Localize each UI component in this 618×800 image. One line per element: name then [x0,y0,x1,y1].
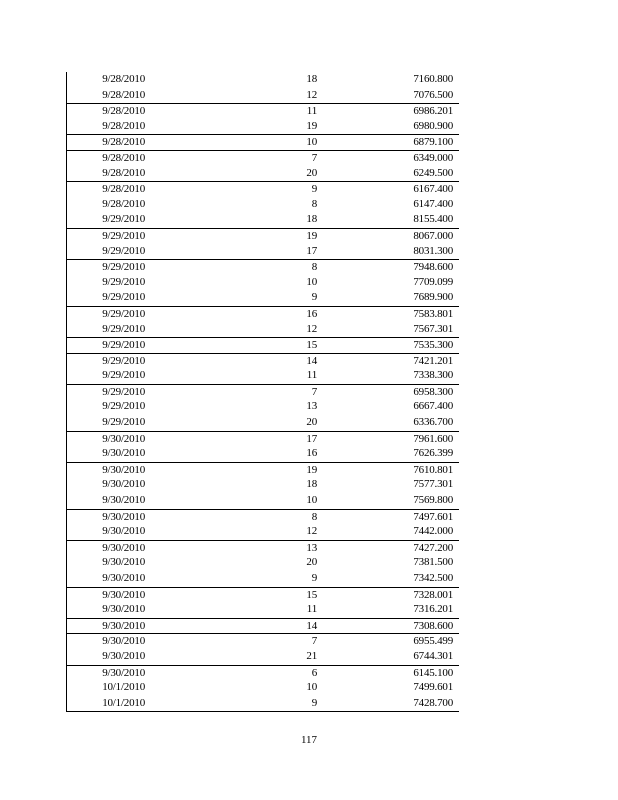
number-cell: 9 [311,572,317,584]
value-cell: 7948.600 [413,261,453,274]
value-cell: 7442.000 [413,525,453,538]
table-row [67,72,459,88]
table-row [67,477,459,493]
number-cell: 12 [306,525,317,538]
number-cell: 18 [306,213,317,226]
date-cell: 9/28/2010 [102,88,145,101]
date-cell: 9/29/2010 [102,261,145,274]
number-cell: 11 [306,105,317,118]
data-table [66,72,459,712]
table-row [67,322,459,338]
date-cell: 9/30/2010 [102,588,145,601]
table-row [67,555,459,571]
number-cell: 19 [306,229,317,242]
number-cell: 18 [306,73,317,85]
number-cell: 10 [306,681,317,694]
value-cell: 7499.601 [413,681,453,694]
number-cell: 17 [306,432,317,445]
table-row [67,290,459,306]
value-cell: 7421.201 [413,354,453,367]
number-cell: 15 [306,339,317,352]
date-cell: 9/30/2010 [102,541,145,554]
table-row [67,696,459,712]
date-cell: 9/29/2010 [102,354,145,367]
table-row [67,602,459,618]
value-cell: 7316.201 [413,603,453,616]
date-cell: 9/30/2010 [102,510,145,523]
table-row [67,259,459,275]
date-cell: 9/28/2010 [102,105,145,118]
value-cell: 7381.500 [413,556,453,569]
value-cell: 8031.300 [413,244,453,257]
table-row [67,103,459,119]
table-row [67,181,459,197]
value-cell: 6986.201 [413,105,453,118]
value-cell: 7535.300 [413,339,453,352]
date-cell: 9/30/2010 [102,666,145,679]
table-row [67,415,459,431]
value-cell: 6958.300 [413,385,453,398]
date-cell: 9/29/2010 [102,244,145,257]
value-cell: 8155.400 [413,213,453,226]
number-cell: 13 [306,541,317,554]
number-cell: 11 [306,603,317,616]
number-cell: 16 [306,447,317,460]
date-cell: 9/29/2010 [102,385,145,398]
number-cell: 10 [306,136,317,149]
date-cell: 9/30/2010 [102,432,145,445]
table-row [67,446,459,462]
number-cell: 20 [306,556,317,569]
table-row [67,633,459,649]
date-cell: 9/28/2010 [102,73,145,85]
value-cell: 6955.499 [413,635,453,648]
date-cell: 9/30/2010 [102,494,145,507]
number-cell: 11 [306,369,317,382]
value-cell: 7308.600 [413,619,453,632]
date-cell: 9/29/2010 [102,416,145,429]
number-cell: 19 [306,119,317,132]
number-cell: 18 [306,478,317,491]
value-cell: 7497.601 [413,510,453,523]
number-cell: 12 [306,322,317,335]
date-cell: 9/30/2010 [102,478,145,491]
number-cell: 10 [306,494,317,507]
table-row [67,306,459,322]
table-row [67,275,459,291]
date-cell: 9/30/2010 [102,635,145,648]
value-cell: 7709.099 [413,275,453,288]
date-cell: 9/28/2010 [102,166,145,179]
number-cell: 15 [306,588,317,601]
date-cell: 9/29/2010 [102,339,145,352]
table-row [67,462,459,478]
table-row [67,524,459,540]
number-cell: 10 [306,275,317,288]
date-cell: 9/29/2010 [102,213,145,226]
date-cell: 9/29/2010 [102,322,145,335]
number-cell: 8 [311,197,317,210]
value-cell: 7626.399 [413,447,453,460]
table-row [67,368,459,384]
date-cell: 9/28/2010 [102,151,145,164]
date-cell: 9/30/2010 [102,525,145,538]
table-row [67,244,459,260]
number-cell: 7 [311,151,317,164]
table-row [67,618,459,634]
number-cell: 21 [306,649,317,662]
table-row [67,150,459,166]
value-cell: 6167.400 [413,183,453,196]
table-row [67,399,459,415]
number-cell: 7 [311,635,317,648]
table-row [67,540,459,556]
number-cell: 14 [306,619,317,632]
table-row [67,493,459,509]
table-row [67,665,459,681]
table-row [67,649,459,665]
number-cell: 20 [306,416,317,429]
date-cell: 9/30/2010 [102,603,145,616]
value-cell: 7577.301 [413,478,453,491]
table-row [67,134,459,150]
number-cell: 9 [311,183,317,196]
value-cell: 8067.000 [413,229,453,242]
date-cell: 9/29/2010 [102,400,145,413]
date-cell: 10/1/2010 [102,696,145,709]
date-cell: 9/30/2010 [102,447,145,460]
number-cell: 20 [306,166,317,179]
date-cell: 9/28/2010 [102,136,145,149]
number-cell: 7 [311,385,317,398]
table-row [67,587,459,603]
number-cell: 12 [306,88,317,101]
date-cell: 9/28/2010 [102,119,145,132]
value-cell: 6744.301 [413,649,453,662]
table-row [67,337,459,353]
table-row [67,680,459,696]
table-row [67,212,459,228]
number-cell: 9 [311,696,317,709]
value-cell: 7689.900 [413,291,453,304]
value-cell: 6145.100 [413,666,453,679]
value-cell: 7569.800 [413,494,453,507]
value-cell: 6980.900 [413,119,453,132]
date-cell: 9/29/2010 [102,291,145,304]
number-cell: 14 [306,354,317,367]
value-cell: 6879.100 [413,136,453,149]
number-cell: 8 [311,510,317,523]
number-cell: 17 [306,244,317,257]
date-cell: 9/30/2010 [102,649,145,662]
value-cell: 7567.301 [413,322,453,335]
value-cell: 7961.600 [413,432,453,445]
number-cell: 13 [306,400,317,413]
date-cell: 9/30/2010 [102,463,145,476]
value-cell: 6336.700 [413,416,453,429]
value-cell: 7328.001 [413,588,453,601]
date-cell: 9/29/2010 [102,369,145,382]
date-cell: 9/28/2010 [102,183,145,196]
value-cell: 6147.400 [413,197,453,210]
table-row [67,509,459,525]
date-cell: 9/30/2010 [102,572,145,584]
table-row [67,384,459,400]
number-cell: 8 [311,261,317,274]
value-cell: 7342.500 [413,572,453,584]
table-row [67,119,459,135]
number-cell: 6 [311,666,317,679]
page-number: 117 [300,734,318,746]
value-cell: 7338.300 [413,369,453,382]
number-cell: 16 [306,307,317,320]
value-cell: 7076.500 [413,88,453,101]
date-cell: 10/1/2010 [102,681,145,694]
number-cell: 9 [311,291,317,304]
value-cell: 7427.200 [413,541,453,554]
value-cell: 7428.700 [413,696,453,709]
value-cell: 6667.400 [413,400,453,413]
table-row [67,166,459,182]
table-row [67,431,459,447]
date-cell: 9/28/2010 [102,197,145,210]
table-row [67,197,459,213]
date-cell: 9/30/2010 [102,556,145,569]
table-row [67,571,459,587]
table-row [67,228,459,244]
value-cell: 6349.000 [413,151,453,164]
value-cell: 7610.801 [413,463,453,476]
number-cell: 19 [306,463,317,476]
table-row [67,88,459,104]
date-cell: 9/29/2010 [102,307,145,320]
date-cell: 9/29/2010 [102,229,145,242]
table-row [67,353,459,369]
date-cell: 9/30/2010 [102,619,145,632]
value-cell: 6249.500 [413,166,453,179]
value-cell: 7583.801 [413,307,453,320]
value-cell: 7160.800 [413,73,453,85]
date-cell: 9/29/2010 [102,275,145,288]
